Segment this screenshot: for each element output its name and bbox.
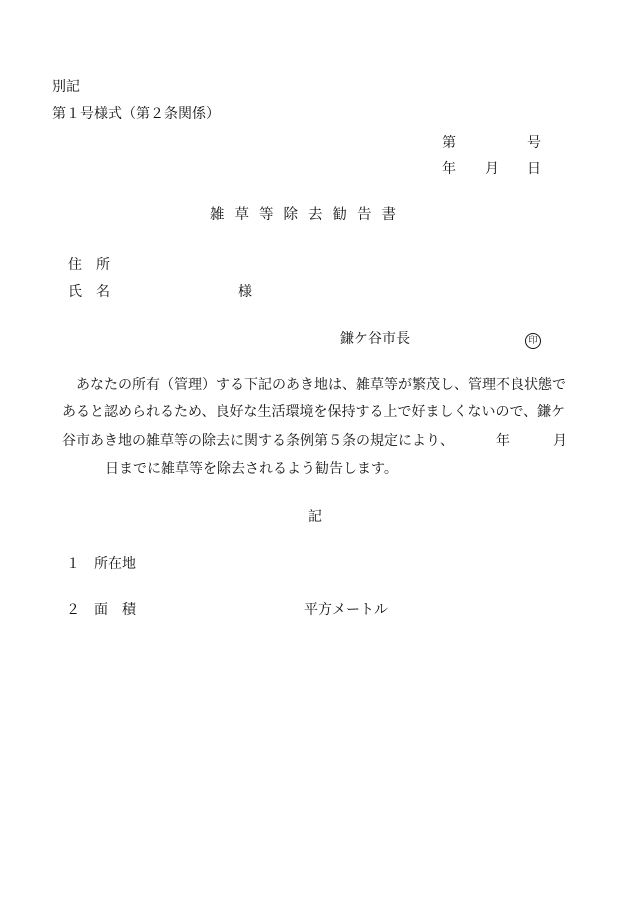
seal-icon: 印 xyxy=(525,333,541,349)
body-line-4: 日までに雑草等を除去されるよう勧告します。 xyxy=(105,461,398,477)
name-label: 氏 名 xyxy=(68,284,110,300)
issuer-name: 鎌ケ谷市長 xyxy=(340,331,410,347)
body-line-1: あなたの所有（管理）する下記のあき地は、雑草等が繁茂し、管理不良状態で xyxy=(76,377,566,393)
document-number-suffix: 号 xyxy=(527,135,541,151)
seal-mark xyxy=(525,330,541,349)
document-number-prefix: 第 xyxy=(442,135,456,151)
body-line-2: あると認められるため、良好な生活環境を保持する上で好ましくないので、鎌ケ xyxy=(62,404,566,420)
attachment-label: 別記 xyxy=(52,79,80,95)
date-day: 日 xyxy=(527,161,541,177)
document-title: 雑草等除去勧告書 xyxy=(210,207,406,223)
date-year: 年 xyxy=(442,161,456,177)
body-line-3-month: 月 xyxy=(553,433,567,449)
body-line-3-year: 年 xyxy=(496,433,510,449)
item-location-label: １ 所在地 xyxy=(66,556,136,572)
address-label: 住 所 xyxy=(68,257,110,273)
body-line-3: 谷市あき地の雑草等の除去に関する条例第５条の規定により、 xyxy=(62,433,454,449)
item-area-label: ２ 面 積 xyxy=(66,602,136,618)
item-area-unit: 平方メートル xyxy=(304,602,388,618)
honorific: 様 xyxy=(238,284,252,300)
form-label: 第１号様式（第２条関係） xyxy=(52,106,220,122)
date-month: 月 xyxy=(485,161,499,177)
ki-heading: 記 xyxy=(308,509,322,525)
